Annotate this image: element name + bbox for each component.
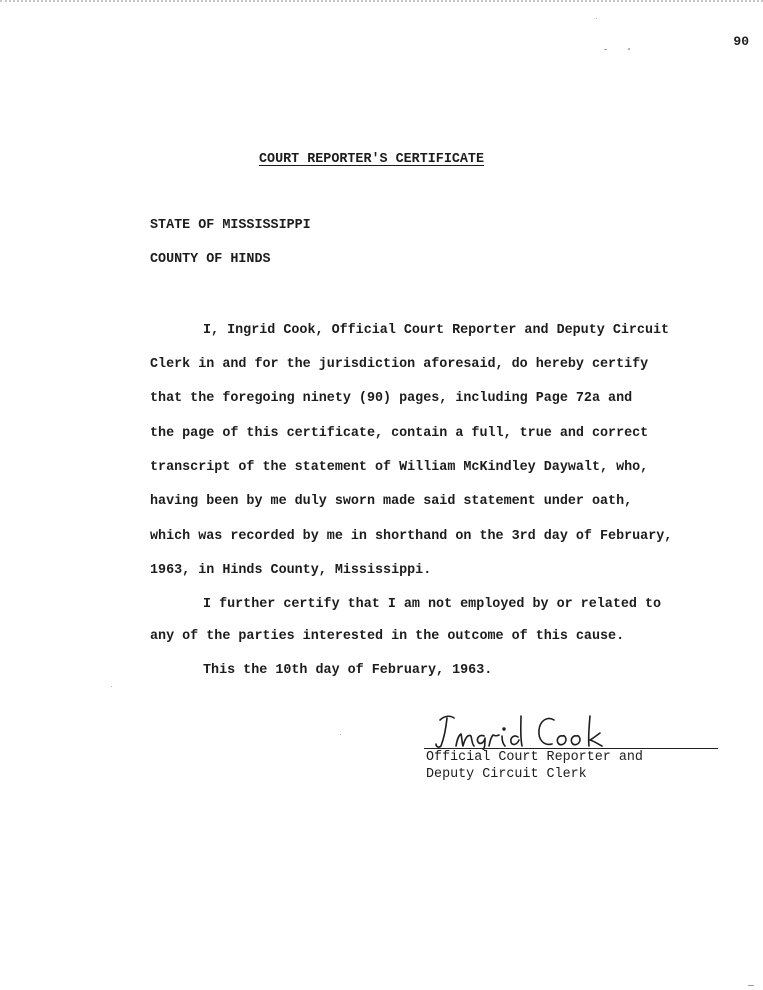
scan-speck — [604, 49, 607, 50]
body-line: which was recorded by me in shorthand on the 3rd day of February, — [150, 529, 673, 544]
certificate-title: COURT REPORTER'S CERTIFICATE — [259, 152, 484, 167]
body-line: any of the parties interested in the outcome of this cause. — [150, 629, 625, 644]
body-line: transcript of the statement of William McKindley Daywalt, who, — [150, 460, 649, 475]
body-line: This the 10th day of February, 1963. — [203, 663, 493, 678]
scan-speck — [340, 734, 341, 735]
page-number: 90 — [733, 34, 749, 49]
scan-speck — [596, 18, 597, 19]
body-line: Clerk in and for the jurisdiction aforesaid, do hereby certify — [150, 357, 649, 372]
body-line: having been by me duly sworn made said statement under oath, — [150, 494, 633, 509]
state-line: STATE OF MISSISSIPPI — [150, 218, 311, 233]
page-top-border — [0, 0, 763, 2]
body-line: that the foregoing ninety (90) pages, including Page 72a and — [150, 391, 633, 406]
county-line: COUNTY OF HINDS — [150, 252, 271, 267]
signature-title-line2: Deputy Circuit Clerk — [426, 767, 587, 782]
handwritten-signature — [432, 706, 622, 750]
body-line: I, Ingrid Cook, Official Court Reporter and Deputy Circuit — [203, 323, 670, 338]
signature-title-line1: Official Court Reporter and — [426, 750, 643, 765]
scan-speck — [111, 686, 112, 687]
signature-line — [424, 748, 718, 749]
scan-speck — [628, 48, 630, 50]
body-line: I further certify that I am not employed by or related to — [203, 597, 662, 612]
signature-block — [424, 704, 718, 786]
scan-speck — [748, 985, 754, 986]
body-line: the page of this certificate, contain a full, true and correct — [150, 426, 649, 441]
body-line: 1963, in Hinds County, Mississippi. — [150, 563, 432, 578]
